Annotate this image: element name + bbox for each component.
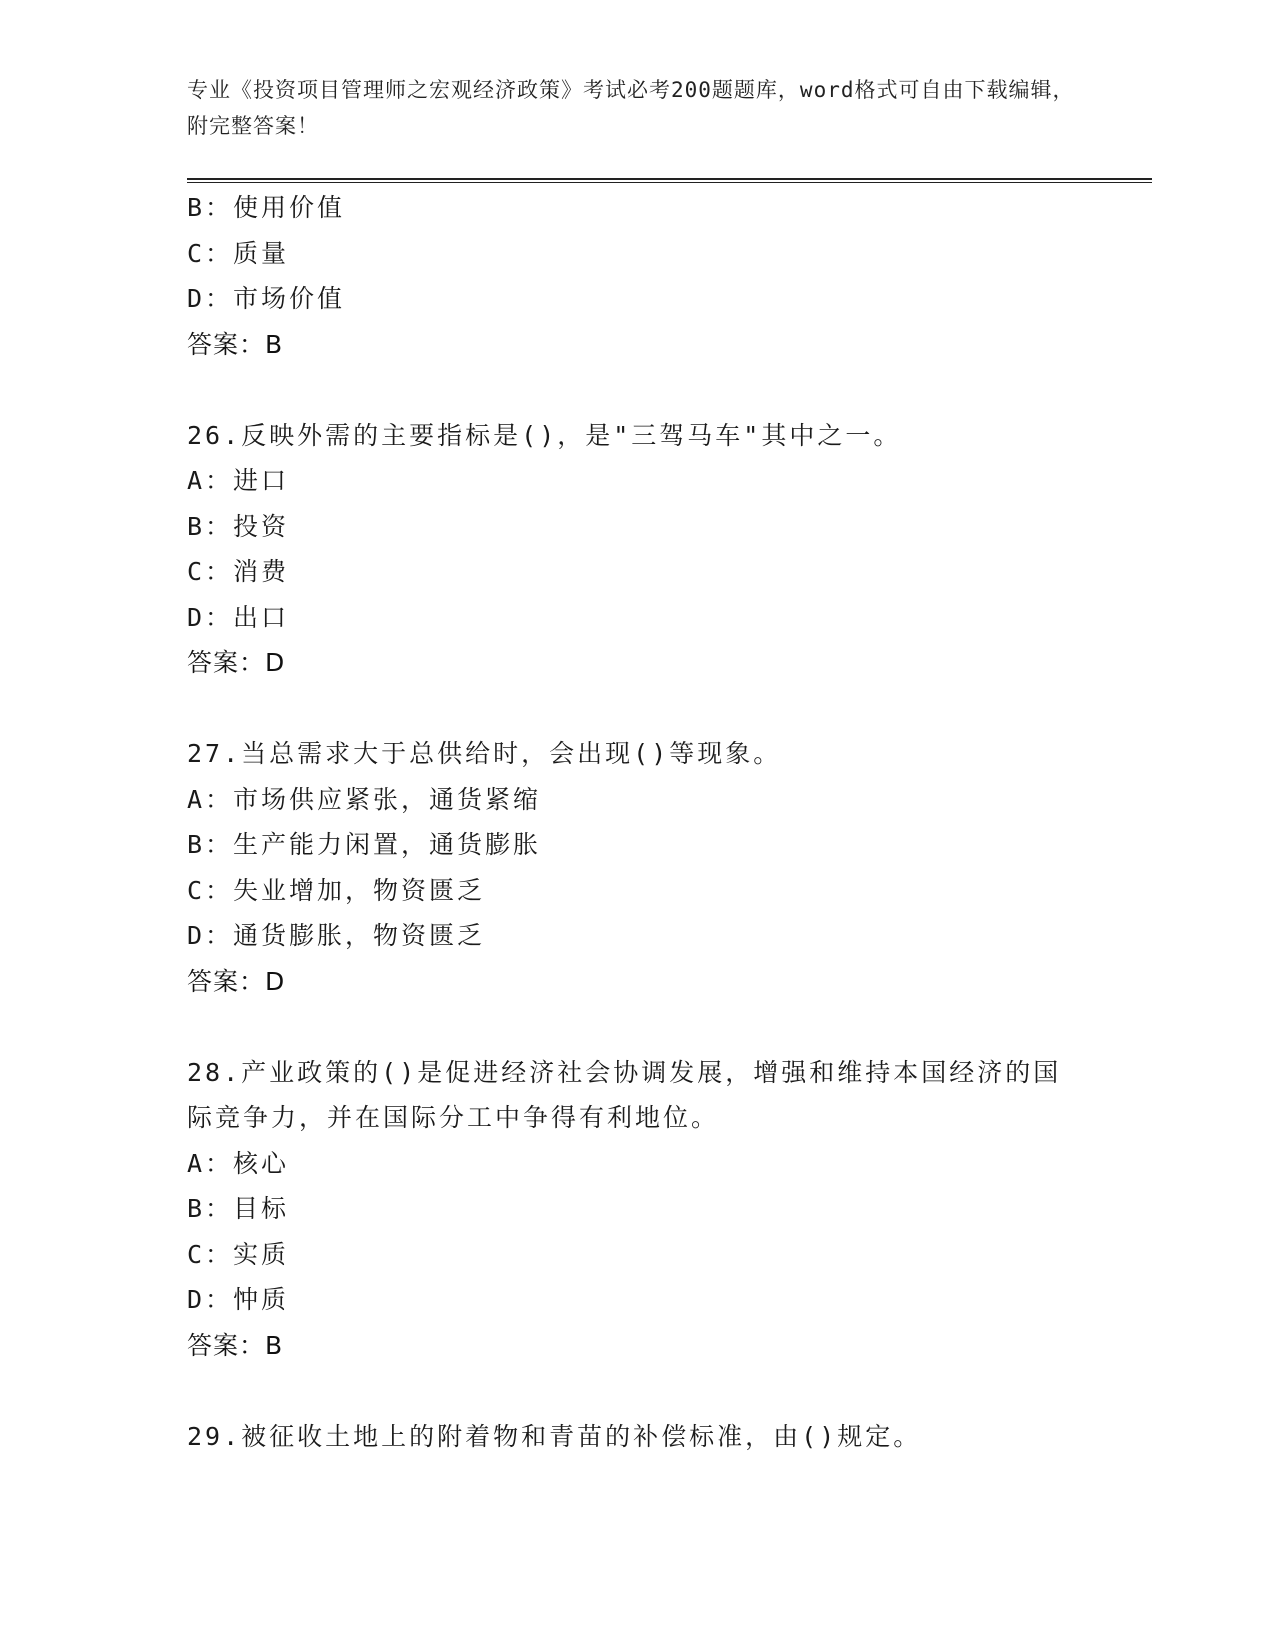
paragraph-gap: [187, 1368, 1087, 1414]
answer-line: 答案：B: [187, 1330, 284, 1360]
option-line: B：生产能力闲置，通货膨胀: [187, 830, 542, 859]
option-line: A：市场供应紧张，通货紧缩: [187, 784, 542, 814]
option-line: C：实质: [187, 1239, 290, 1269]
option-line: C：质量: [187, 238, 290, 268]
question-text: 28.产业政策的()是促进经济社会协调发展，增强和维持本国经济的国: [187, 1057, 1062, 1087]
question-text: 际竞争力，并在国际分工中争得有利地位。: [187, 1103, 720, 1132]
option-line: D：市场价值: [187, 284, 346, 313]
document-header: 专业《投资项目管理师之宏观经济政策》考试必考200题题库，word格式可自由下载编辑，附完整答案！: [187, 78, 1075, 138]
option-line: C：失业增加，物资匮乏: [187, 875, 486, 905]
option-line: B：目标: [187, 1194, 290, 1223]
answer-line: 答案：D: [187, 648, 286, 677]
option-line: B：投资: [187, 511, 290, 541]
answer-line: 答案：D: [187, 966, 286, 996]
option-line: B：使用价值: [187, 193, 346, 222]
header-divider: [187, 178, 1152, 183]
question-list: [187, 185, 1087, 1459]
option-line: A：进口: [187, 466, 290, 495]
paragraph-gap: [187, 367, 1087, 413]
option-line: D：出口: [187, 602, 290, 632]
answer-line: 答案：B: [187, 329, 284, 359]
question-text: 26.反映外需的主要指标是()，是"三驾马车"其中之一。: [187, 420, 902, 450]
option-line: D：通货膨胀，物资匮乏: [187, 921, 486, 950]
question-text: 29.被征收土地上的附着物和青苗的补偿标准，由()规定。: [187, 1421, 922, 1451]
question-text: 27.当总需求大于总供给时，会出现()等现象。: [187, 739, 782, 768]
option-line: D：忡质: [187, 1285, 290, 1314]
option-line: A：核心: [187, 1148, 290, 1178]
option-line: C：消费: [187, 557, 290, 586]
paragraph-gap: [187, 1004, 1087, 1050]
paragraph-gap: [187, 686, 1087, 732]
